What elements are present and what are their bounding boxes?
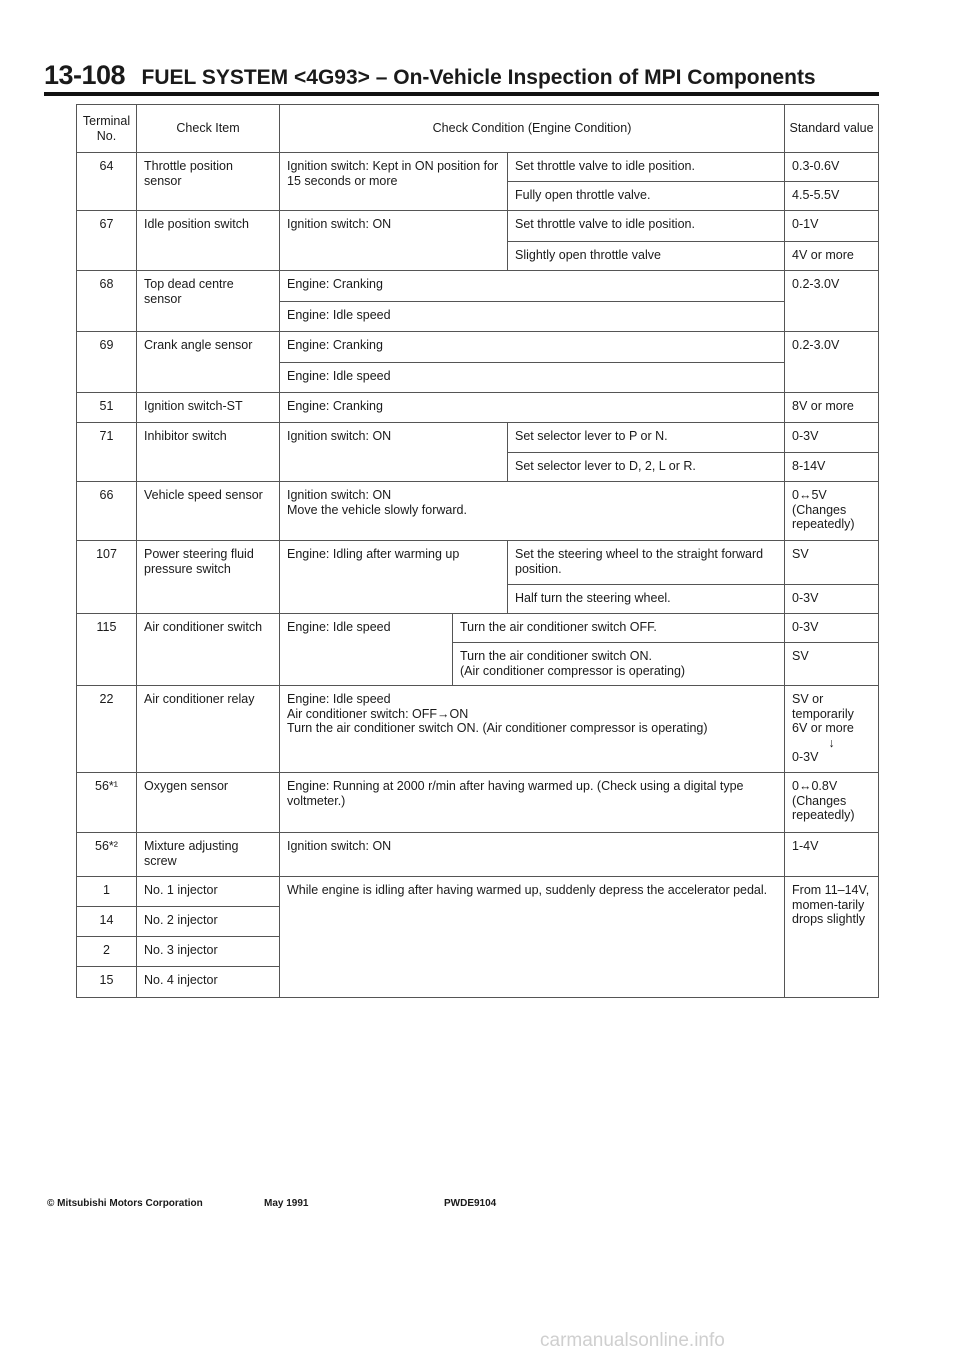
condition-line: Engine: Idle speed [287, 692, 391, 706]
terminal-no: 69 [77, 332, 137, 393]
terminal-no: 56*¹ [77, 773, 137, 833]
check-condition: Ignition switch: Kept in ON position for 15 seconds or more [280, 153, 508, 211]
sub-condition [453, 643, 785, 686]
check-condition: Engine: Idle speed [280, 614, 453, 686]
standard-value: From 11–14V, momen-tarily drops slightly [785, 877, 879, 998]
terminal-no: 2 [77, 937, 137, 967]
terminal-no: 1 [77, 877, 137, 907]
inspection-table [76, 104, 879, 998]
check-condition: Ignition switch: ON [280, 211, 508, 271]
condition-line: Move the vehicle slowly forward. [287, 502, 467, 517]
check-item: Oxygen sensor [137, 773, 280, 833]
table-row [77, 423, 879, 453]
page-number: 13-108 [44, 60, 126, 90]
check-item: Throttle position sensor [137, 153, 280, 211]
check-item: Air conditioner switch [137, 614, 280, 686]
sub-condition: Set throttle valve to idle position. [508, 153, 785, 182]
footer-date: May 1991 [264, 1198, 309, 1209]
check-item: Inhibitor switch [137, 423, 280, 482]
check-item: Ignition switch-ST [137, 393, 280, 423]
footer-copyright: © Mitsubishi Motors Corporation [47, 1198, 203, 1209]
standard-value: 8V or more [785, 393, 879, 423]
sub-condition: Turn the air conditioner switch OFF. [453, 614, 785, 643]
header-rule [44, 92, 879, 96]
table-row [77, 153, 879, 182]
check-condition: Engine: Cranking [280, 332, 785, 363]
terminal-no: 115 [77, 614, 137, 686]
check-condition: Engine: Idle speed [280, 363, 785, 393]
check-condition: Engine: Idling after warming up [280, 541, 508, 614]
check-item: Idle position switch [137, 211, 280, 271]
table-row [77, 614, 879, 643]
check-condition: Engine: Cranking [280, 271, 785, 302]
terminal-no: 15 [77, 967, 137, 998]
terminal-no: 71 [77, 423, 137, 482]
check-item: Top dead centre sensor [137, 271, 280, 332]
table-row [77, 332, 879, 363]
standard-value: SV [785, 541, 879, 585]
sub-condition: Set the steering wheel to the straight forward position. [508, 541, 785, 585]
check-item: No. 3 injector [137, 937, 280, 967]
table-row [77, 211, 879, 242]
standard-value: 0-1V [785, 211, 879, 242]
sub-condition: Set throttle valve to idle position. [508, 211, 785, 242]
terminal-no: 22 [77, 686, 137, 773]
check-condition: Engine: Running at 2000 r/min after having warmed up. (Check using a digital type voltmeter.) [280, 773, 785, 833]
footer-code: PWDE9104 [444, 1198, 497, 1209]
terminal-no: 64 [77, 153, 137, 211]
condition-line: Ignition switch: ON [287, 488, 392, 502]
condition-line: Turn the air conditioner switch ON. [460, 649, 652, 663]
table-row [77, 271, 879, 302]
table-row [77, 686, 879, 773]
header-check-condition: Check Condition (Engine Condition) [280, 105, 785, 153]
terminal-no: 107 [77, 541, 137, 614]
down-arrow-icon: ↓ [828, 735, 835, 750]
page-title: FUEL SYSTEM <4G93> – On-Vehicle Inspection of MPI Components [141, 66, 816, 89]
sub-condition: Fully open throttle valve. [508, 182, 785, 211]
table-row [77, 833, 879, 877]
standard-value: 4V or more [785, 242, 879, 271]
watermark: carmanualsonline.info [540, 1330, 725, 1351]
terminal-no: 51 [77, 393, 137, 423]
check-item: Air conditioner relay [137, 686, 280, 773]
terminal-no: 56*² [77, 833, 137, 877]
check-condition [280, 686, 785, 773]
check-condition: Engine: Cranking [280, 393, 785, 423]
table-row [77, 541, 879, 585]
sub-condition: Set selector lever to P or N. [508, 423, 785, 453]
table-row [77, 393, 879, 423]
check-condition: Ignition switch: ON [280, 423, 508, 482]
standard-value: 0↔0.8V (Changes repeatedly) [785, 773, 879, 833]
standard-value: SV or temporarily 6V or more ↓ 0-3V [785, 686, 879, 773]
terminal-no: 68 [77, 271, 137, 332]
condition-line: Turn the air conditioner switch ON. (Air conditioner compressor is operating) [287, 721, 708, 735]
terminal-no: 66 [77, 482, 137, 541]
check-item: Mixture adjusting screw [137, 833, 280, 877]
header-standard-value: Standard value [785, 105, 879, 153]
header-check-item: Check Item [137, 105, 280, 153]
check-item: Power steering fluid pressure switch [137, 541, 280, 614]
standard-value: 0.2-3.0V [785, 271, 879, 332]
page-header [44, 60, 880, 91]
check-item: Vehicle speed sensor [137, 482, 280, 541]
condition-line: (Air conditioner compressor is operating) [460, 663, 686, 678]
sub-condition: Half turn the steering wheel. [508, 585, 785, 614]
table-header-row [77, 105, 879, 153]
check-item: No. 2 injector [137, 907, 280, 937]
table-row [77, 482, 879, 541]
standard-value: 0-3V [785, 614, 879, 643]
table-row [77, 877, 879, 907]
standard-value: 8-14V [785, 453, 879, 482]
terminal-no: 67 [77, 211, 137, 271]
standard-value: SV [785, 643, 879, 686]
standard-value: 0.2-3.0V [785, 332, 879, 393]
check-item: No. 4 injector [137, 967, 280, 998]
sub-condition: Slightly open throttle valve [508, 242, 785, 271]
standard-value: 0-3V [785, 585, 879, 614]
check-condition: Engine: Idle speed [280, 302, 785, 332]
check-condition: Ignition switch: ON [280, 833, 785, 877]
sub-condition: Set selector lever to D, 2, L or R. [508, 453, 785, 482]
header-terminal: Terminal No. [77, 105, 137, 153]
condition-line: Air conditioner switch: OFF→ON [287, 706, 469, 721]
check-item: No. 1 injector [137, 877, 280, 907]
check-item: Crank angle sensor [137, 332, 280, 393]
terminal-no: 14 [77, 907, 137, 937]
standard-value: 0↔5V (Changes repeatedly) [785, 482, 879, 541]
standard-value: 0.3-0.6V [785, 153, 879, 182]
check-condition: While engine is idling after having warmed up, suddenly depress the accelerator pedal. [280, 877, 785, 998]
table-row [77, 773, 879, 833]
standard-value: 1-4V [785, 833, 879, 877]
standard-value: 4.5-5.5V [785, 182, 879, 211]
standard-value: 0-3V [785, 423, 879, 453]
check-condition [280, 482, 785, 541]
